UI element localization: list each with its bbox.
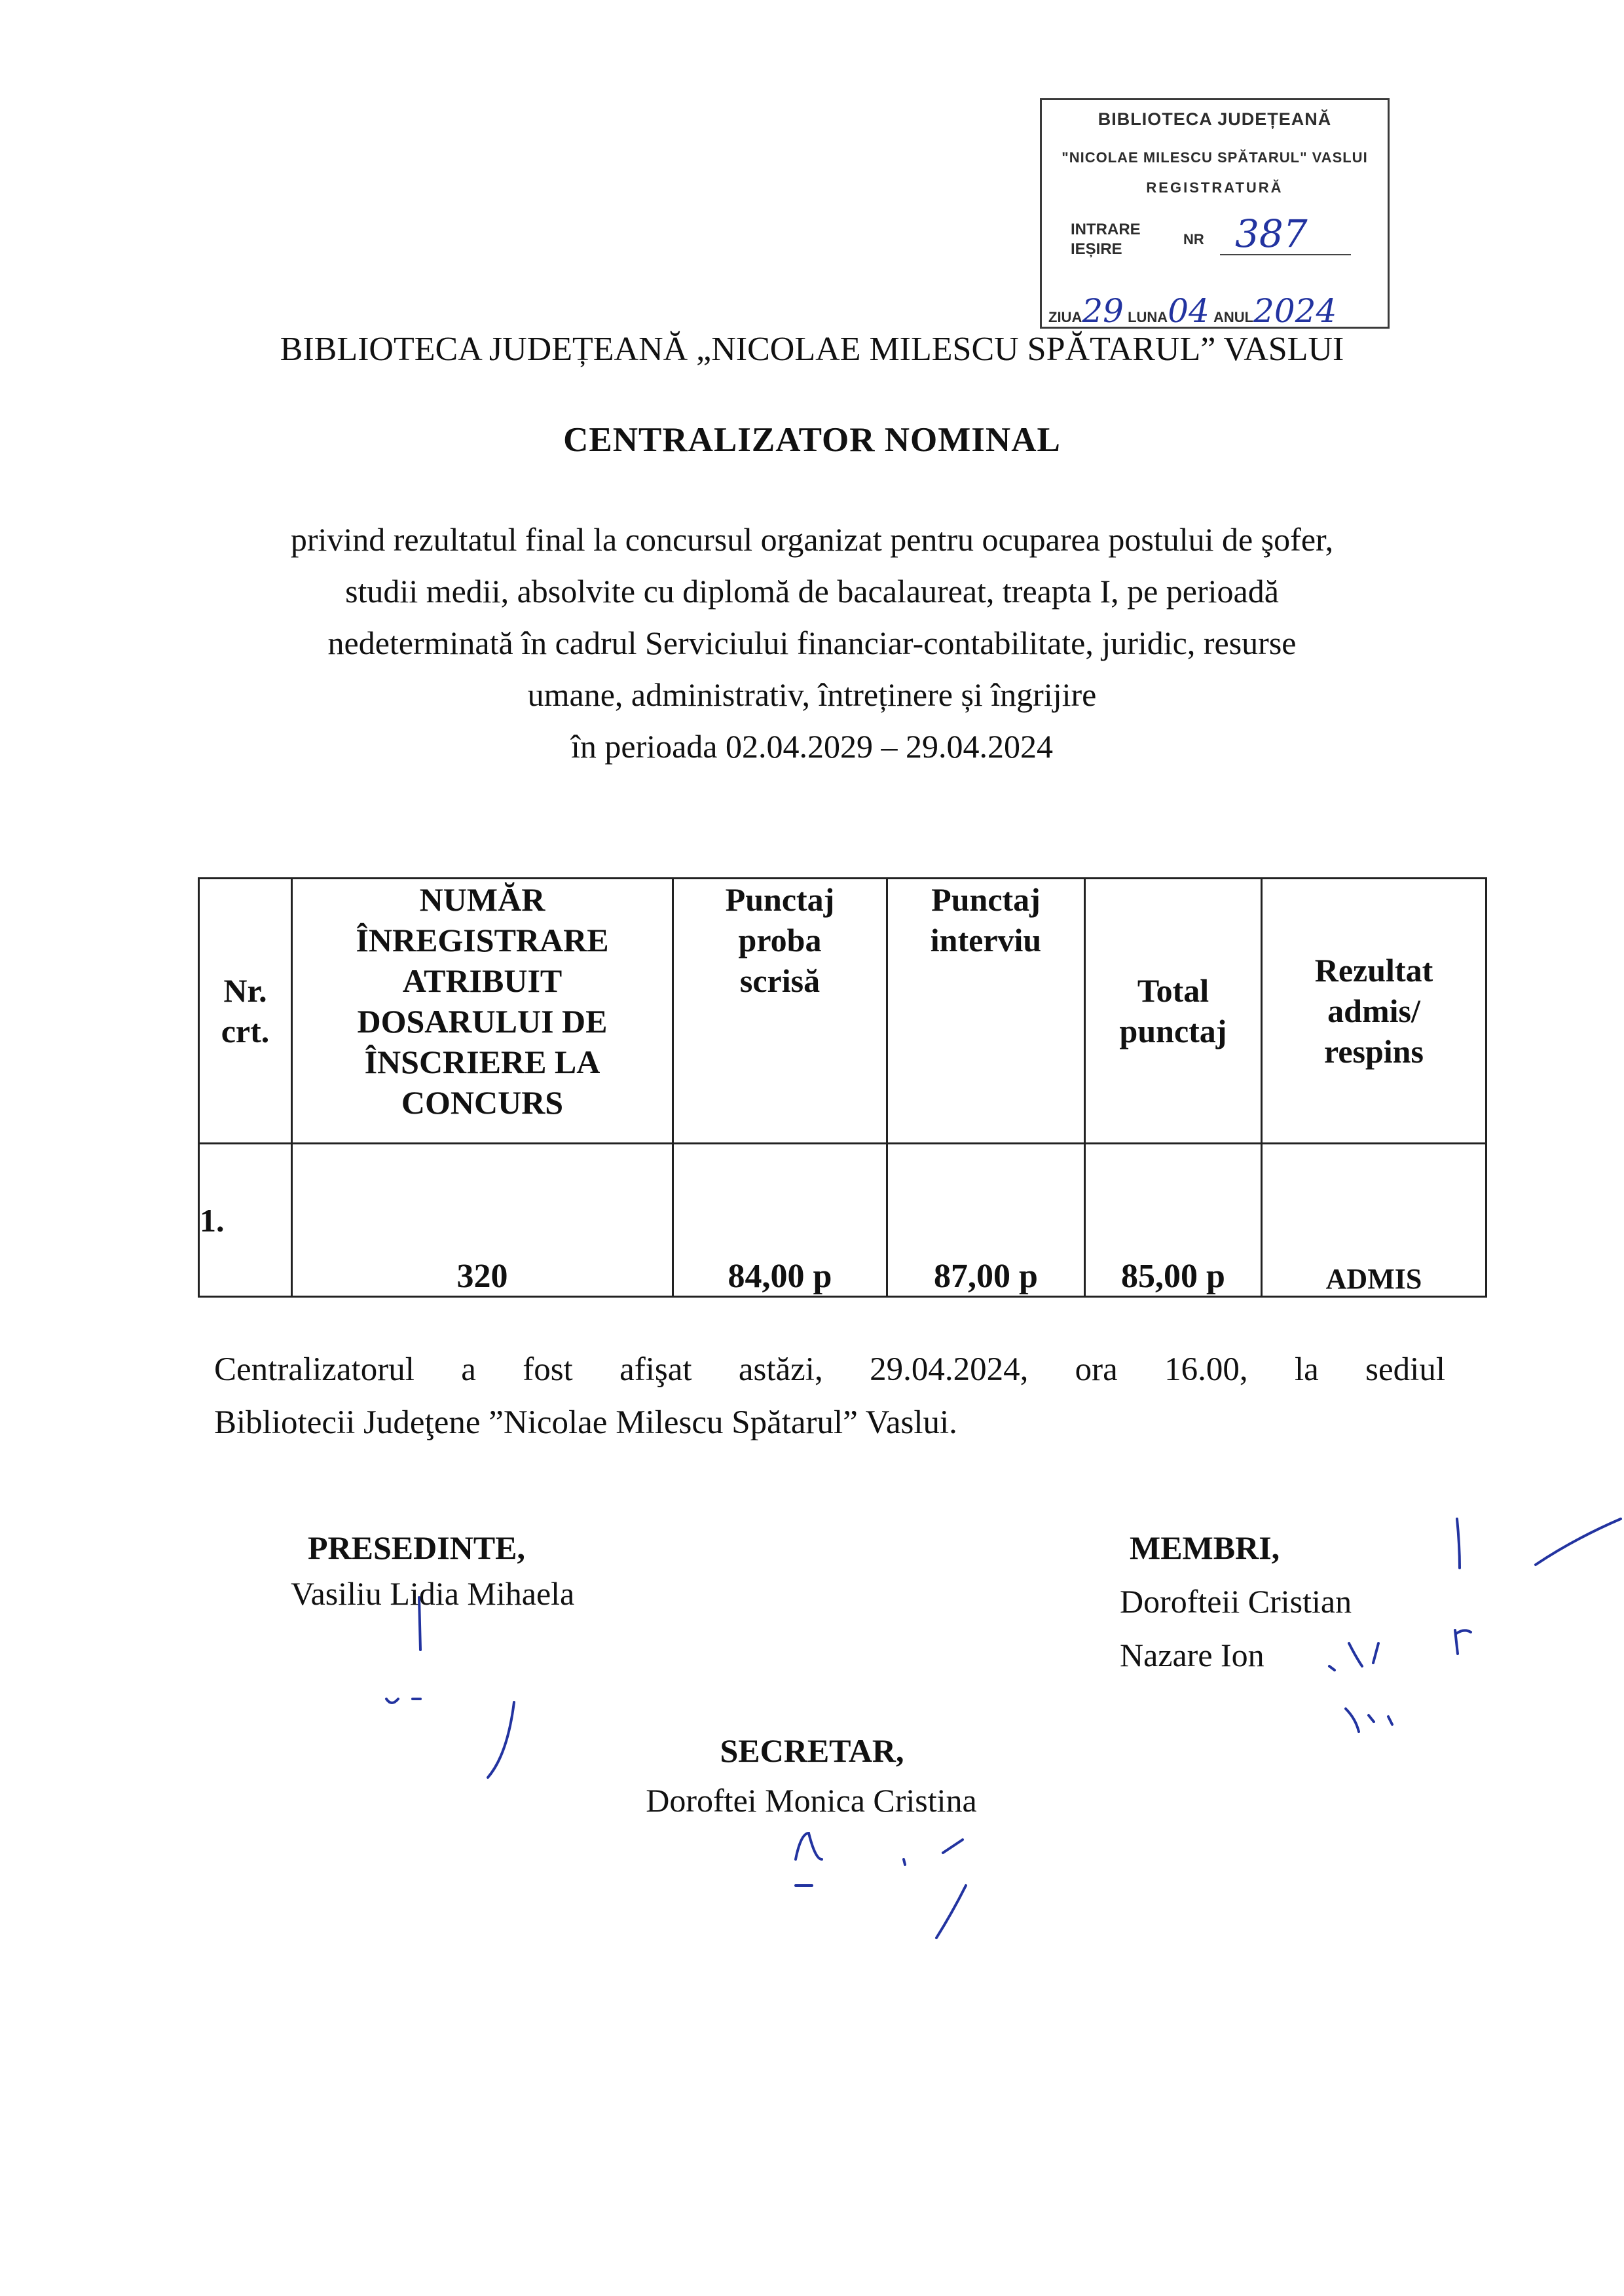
signature-member-stroke	[1346, 1709, 1359, 1732]
header-nr: Nr. crt.	[199, 879, 292, 1144]
stamp-ziua-label: ZIUA	[1048, 309, 1082, 325]
header-total: Total punctaj	[1085, 879, 1262, 1144]
stamp-line-1: BIBLIOTECA JUDEȚEANĂ	[1098, 109, 1332, 129]
president-signature-block	[291, 1529, 575, 1613]
registry-stamp	[1040, 98, 1390, 329]
secretary-name: Doroftei Monica Cristina	[646, 1782, 977, 1819]
stamp-direction	[1071, 220, 1141, 259]
members-signature-block	[1120, 1529, 1352, 1682]
header-interviu: Punctaj interviu	[887, 879, 1085, 1144]
members-role: MEMBRI,	[1130, 1529, 1280, 1566]
posting-notice	[214, 1343, 1445, 1449]
stamp-luna-value: 04	[1168, 292, 1209, 330]
member-name: Dorofteii Cristian	[1120, 1583, 1352, 1620]
signature-secretary-stroke	[904, 1859, 905, 1865]
stamp-date-line	[1048, 292, 1337, 330]
president-name: Vasiliu Lidia Mihaela	[291, 1575, 575, 1612]
description-line: umane, administrativ, întreținere și îngrijire	[527, 676, 1097, 713]
stamp-anul-value: 2024	[1253, 292, 1337, 330]
member-names	[1120, 1575, 1352, 1682]
stamp-line-2: "NICOLAE MILESCU SPĂTARUL" VASLUI	[1061, 149, 1368, 166]
institution-name: BIBLIOTECA JUDEȚEANĂ „NICOLAE MILESCU SPĂTARUL” VASLUI	[280, 331, 1344, 368]
secretary-signature-block	[0, 1732, 1624, 1819]
description-line: studii medii, absolvite cu diplomă de bacalaureat, treapta I, pe perioadă	[345, 573, 1279, 610]
stamp-anul-label: ANUL	[1213, 309, 1254, 325]
cell-interviu: 87,00 p	[887, 1144, 1085, 1297]
signature-secretary-stroke	[936, 1886, 966, 1938]
president-role: PRESEDINTE,	[308, 1529, 526, 1566]
secretary-role: SECRETAR,	[720, 1732, 904, 1769]
stamp-ziua-value: 29	[1082, 292, 1124, 330]
signature-member-stroke	[1373, 1643, 1378, 1663]
stamp-nr-label: NR	[1183, 231, 1204, 247]
stamp-luna-label: LUNA	[1128, 309, 1168, 325]
cell-numar: 320	[292, 1144, 673, 1297]
stamp-line-3: REGISTRATURĂ	[1146, 179, 1283, 196]
description-line: în perioada 02.04.2029 – 29.04.2024	[570, 728, 1053, 765]
signature-member-stroke	[1457, 1519, 1460, 1568]
document-title: CENTRALIZATOR NOMINAL	[563, 421, 1061, 459]
header-numar: NUMĂR ÎNREGISTRARE ATRIBUIT DOSARULUI DE ÎNSCRIERE LA CONCURS	[292, 879, 673, 1144]
signature-member-stroke	[1388, 1717, 1392, 1724]
signature-secretary-stroke	[796, 1833, 822, 1859]
signature-member-stroke	[1455, 1630, 1458, 1654]
description	[183, 514, 1441, 773]
stamp-intrare: INTRARE	[1071, 221, 1141, 238]
cell-rezultat: ADMIS	[1262, 1144, 1486, 1297]
header-rezultat: Rezultat admis/ respins	[1262, 879, 1486, 1144]
signature-secretary-stroke	[943, 1840, 963, 1853]
table-header-row	[199, 879, 1486, 1144]
notice-line: Bibliotecii Judeţene ”Nicolae Milescu Spătarul” Vaslui.	[214, 1404, 957, 1441]
signature-member-stroke	[1536, 1519, 1621, 1565]
cell-total: 85,00 p	[1085, 1144, 1262, 1297]
signature-president-stroke	[386, 1699, 398, 1703]
description-line: privind rezultatul final la concursul organizat pentru ocuparea postului de şofer,	[290, 521, 1334, 558]
cell-scris: 84,00 p	[673, 1144, 887, 1297]
signature-member-stroke	[1456, 1630, 1471, 1633]
table-row	[199, 1144, 1486, 1297]
signature-member-stroke	[1369, 1715, 1374, 1722]
stamp-nr-value: 387	[1235, 211, 1308, 256]
stamp-iesire: IEȘIRE	[1071, 240, 1122, 258]
description-line: nedeterminată în cadrul Serviciului financiar-contabilitate, juridic, resurse	[327, 625, 1297, 661]
header-scris: Punctaj proba scrisă	[673, 879, 887, 1144]
member-name: Nazare Ion	[1120, 1637, 1264, 1673]
cell-nr: 1.	[199, 1144, 292, 1297]
results-table	[198, 877, 1487, 1298]
notice-line: Centralizatorul a fost afişat astăzi, 29.04.2024, ora 16.00, la sediul	[214, 1351, 1445, 1388]
